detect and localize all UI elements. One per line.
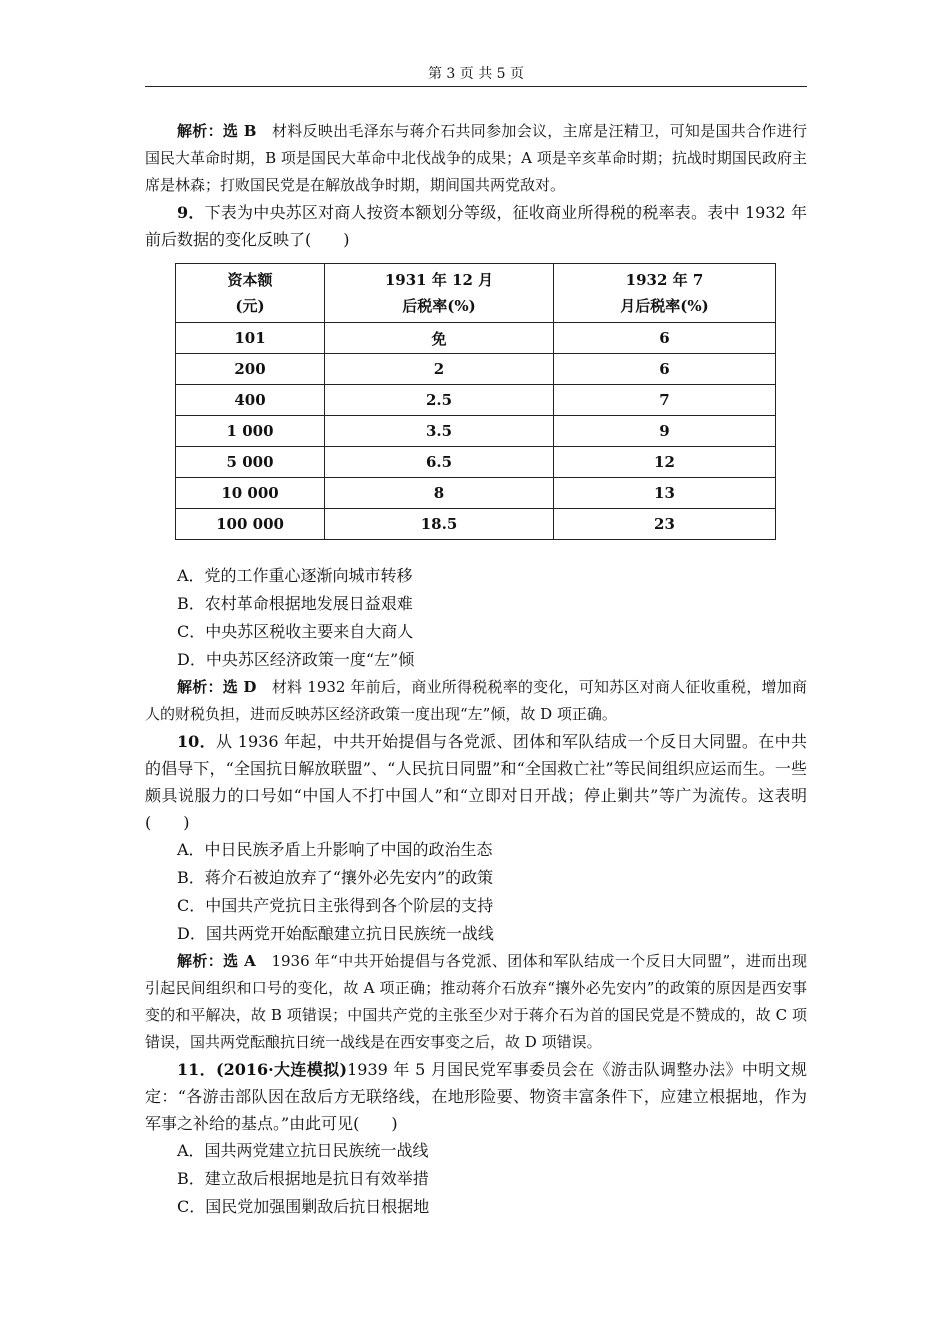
analysis-answer: 选 D xyxy=(222,678,257,696)
analysis-label: 解析： xyxy=(177,678,223,696)
table-cell: 101 xyxy=(176,323,325,354)
table-cell: 6.5 xyxy=(325,447,554,478)
q11-option-b: B．建立敌后根据地是抗日有效举措 xyxy=(177,1169,429,1188)
analysis-text: 材料 1932 年前后，商业所得税税率的变化，可知苏区对商人征收重税，增加商人的财税负担，进而反映苏区经济政策一度出现“左”倾，故 D 项正确。 xyxy=(145,678,807,723)
table-cell: 2 xyxy=(325,354,554,385)
q9-option-d: D．中央苏区经济政策一度“左”倾 xyxy=(177,650,415,669)
table-cell: 8 xyxy=(325,478,554,509)
table-cell: 3.5 xyxy=(325,416,554,447)
question-text: 下表为中央苏区对商人按资本额划分等级，征收商业所得税的税率表。表中 1932 年前后数据的变化反映了( ) xyxy=(145,203,807,249)
table-cell: 1 000 xyxy=(176,416,325,447)
table-row xyxy=(176,416,776,447)
q9-stem xyxy=(145,199,807,253)
table-row xyxy=(176,323,776,354)
q8-analysis xyxy=(145,118,807,199)
analysis-label: 解析： xyxy=(177,952,224,970)
q11-option-c: C．国民党加强围剿敌后抗日根据地 xyxy=(177,1197,430,1216)
tax-rate-table xyxy=(175,263,776,540)
q9-option-a: A．党的工作重心逐渐向城市转移 xyxy=(177,566,413,585)
table-header-cell: 1932 年 7 月后税率(%) xyxy=(553,264,775,323)
table-cell: 9 xyxy=(553,416,775,447)
question-source: (2016·大连模拟) xyxy=(216,1060,348,1079)
table-row xyxy=(176,447,776,478)
table-cell: 18.5 xyxy=(325,509,554,540)
q10-analysis xyxy=(145,948,807,1056)
q10-option-b: B．蒋介石被迫放弃了“攘外必先安内”的政策 xyxy=(177,868,494,887)
table-cell: 200 xyxy=(176,354,325,385)
table-cell: 2.5 xyxy=(325,385,554,416)
analysis-text: 材料反映出毛泽东与蒋介石共同参加会议，主席是汪精卫，可知是国共合作进行国民大革命时期，B 项是国民大革命中北伐战争的成果；A 项是辛亥革命时期；抗战时期国民政府主席是林森；打败国民党是在解放战争时期，期间国共两党敌对。 xyxy=(145,122,807,194)
table-cell: 13 xyxy=(553,478,775,509)
table-header-row xyxy=(176,264,776,323)
table-cell: 免 xyxy=(325,323,554,354)
question-number: 11． xyxy=(177,1060,217,1079)
question-number: 10． xyxy=(177,732,216,751)
table-cell: 10 000 xyxy=(176,478,325,509)
table-cell: 6 xyxy=(553,323,775,354)
table-cell: 7 xyxy=(553,385,775,416)
analysis-answer: 选 B xyxy=(222,122,257,140)
q10-option-d: D．国共两党开始酝酿建立抗日民族统一战线 xyxy=(177,924,494,943)
table-cell: 100 000 xyxy=(176,509,325,540)
table-cell: 5 000 xyxy=(176,447,325,478)
page-number: 第 3 页 共 5 页 xyxy=(427,66,525,82)
table-row xyxy=(176,354,776,385)
table-cell: 12 xyxy=(553,447,775,478)
table-row xyxy=(176,478,776,509)
q11-stem xyxy=(145,1056,807,1137)
question-number: 9． xyxy=(177,203,205,222)
table-cell: 23 xyxy=(553,509,775,540)
question-text: 1939 年 5 月国民党军事委员会在《游击队调整办法》中明文规定：“各游击部队因在敌后方无联络线，在地形险要、物资丰富条件下，应建立根据地，作为军事之补给的基点。”由此可见( ) xyxy=(145,1060,807,1133)
page-header xyxy=(145,62,807,87)
q9-analysis xyxy=(145,674,807,728)
q10-option-a: A．中日民族矛盾上升影响了中国的政治生态 xyxy=(177,840,493,859)
table-header-cell: 1931 年 12 月 后税率(%) xyxy=(325,264,554,323)
table-row xyxy=(176,385,776,416)
document-body xyxy=(145,118,807,1221)
table-row xyxy=(176,509,776,540)
table-cell: 400 xyxy=(176,385,325,416)
q9-option-c: C．中央苏区税收主要来自大商人 xyxy=(177,622,414,641)
table-cell: 6 xyxy=(553,354,775,385)
q11-option-a: A．国共两党建立抗日民族统一战线 xyxy=(177,1141,429,1160)
q10-stem xyxy=(145,728,807,836)
question-text: 从 1936 年起，中共开始提倡与各党派、团体和军队结成一个反日大同盟。在中共的倡导下，“全国抗日解放联盟”、“人民抗日同盟”和“全国救亡社”等民间组织应运而生。一些颇具说服力的口号如“中国人不打中国人”和“立即对日开战；停止剿共”等广为流传。这表明( ) xyxy=(145,732,807,832)
analysis-label: 解析： xyxy=(177,122,223,140)
table-header-cell: 资本额 (元) xyxy=(176,264,325,323)
analysis-answer: 选 A xyxy=(223,952,256,970)
analysis-text: 1936 年“中共开始提倡与各党派、团体和军队结成一个反日大同盟”，进而出现引起民间组织和口号的变化，故 A 项正确；推动蒋介石放弃“攘外必先安内”的政策的原因是西安事变的和平解决，故 B 项错误；中国共产党的主张至少对于蒋介石为首的国民党是不赞成的，故 C 项错误，国共两党酝酿抗日统一战线是在西安事变之后，故 D 项错误。 xyxy=(145,952,807,1051)
q9-option-b: B．农村革命根据地发展日益艰难 xyxy=(177,594,413,613)
q10-option-c: C．中国共产党抗日主张得到各个阶层的支持 xyxy=(177,896,494,915)
